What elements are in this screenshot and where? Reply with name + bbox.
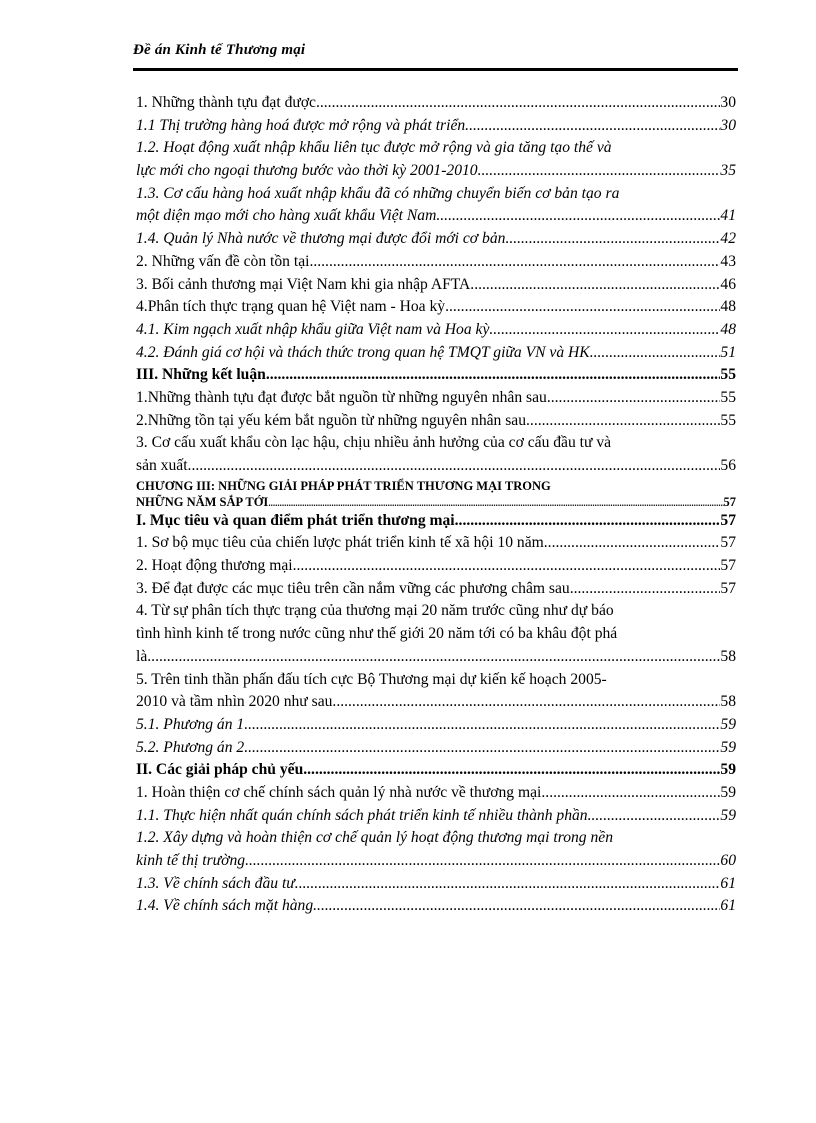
toc-page-number: 60 xyxy=(720,852,736,869)
toc-leader-dots xyxy=(544,532,721,555)
toc-entry xyxy=(136,646,736,669)
toc-page-number: 57 xyxy=(720,511,736,529)
toc-entry-text: 1.1 Thị trường hàng hoá được mở rộng và phát triển xyxy=(136,116,466,134)
toc-entry-text: 1. Những thành tựu đạt được xyxy=(136,94,316,111)
toc-leader-dots xyxy=(309,251,720,274)
toc-entry-text: lực mới cho ngoại thương bước vào thời kỳ 2001-2010 xyxy=(136,162,478,180)
toc-page-number: 48 xyxy=(720,298,736,316)
toc-entry xyxy=(136,251,736,274)
page-header xyxy=(133,42,738,59)
toc-entry xyxy=(136,759,736,782)
toc-leader-dots xyxy=(474,274,720,297)
toc-leader-dots xyxy=(455,510,721,533)
toc-entry xyxy=(136,850,736,873)
toc-page-number: 57 xyxy=(720,579,736,597)
toc-leader-dots xyxy=(266,364,721,387)
toc-page-number: 59 xyxy=(720,761,736,779)
toc-entry-text: 1.2. Xây dựng và hoàn thiện cơ chế quản lý hoạt động thương mại trong nền xyxy=(136,829,613,847)
toc-leader-dots xyxy=(445,296,720,319)
header-rule xyxy=(133,68,738,71)
toc-entry xyxy=(136,137,736,160)
toc-entry-text: III. Những kết luận xyxy=(136,366,266,384)
toc-entry-text: I. Mục tiêu và quan điểm phát triển thương mại xyxy=(136,511,455,529)
toc-page-number: 51 xyxy=(720,343,736,361)
toc-leader-dots xyxy=(313,895,720,918)
toc-leader-dots xyxy=(268,495,723,511)
toc-entry-text: 1.1. Thực hiện nhất quán chính sách phát triển kinh tế nhiều thành phần xyxy=(136,806,588,824)
toc-page-number: 55 xyxy=(720,411,736,429)
toc-page-number: 56 xyxy=(720,457,736,474)
toc-entry-text: tình hình kinh tế trong nước cũng như thế giới 20 năm tới có ba khâu đột phá xyxy=(136,625,618,643)
toc-entry-text: 2. Hoạt động thương mại xyxy=(136,557,293,575)
toc-leader-dots xyxy=(478,160,721,183)
toc-leader-dots xyxy=(332,691,720,714)
toc-leader-dots xyxy=(570,578,721,601)
toc-leader-dots xyxy=(541,782,720,805)
toc-entry xyxy=(136,183,736,206)
toc-entry xyxy=(136,387,736,410)
toc-entry-text: 1.4. Về chính sách mặt hàng xyxy=(136,897,314,915)
toc-page-number: 30 xyxy=(720,94,736,111)
toc-entry-text: 4. Từ sự phân tích thực trạng của thương mại 20 năm trước cũng như dự báo xyxy=(136,602,614,620)
toc-page-number: 61 xyxy=(720,897,736,915)
toc-leader-dots xyxy=(588,805,721,828)
toc-leader-dots xyxy=(547,387,721,410)
toc-leader-dots xyxy=(436,205,720,228)
toc-entry xyxy=(136,274,736,297)
toc-entry xyxy=(136,364,736,387)
toc-entry xyxy=(136,873,736,896)
toc-entry xyxy=(136,578,736,601)
toc-page-number: 42 xyxy=(720,230,736,248)
toc-entry-text: là xyxy=(136,647,148,665)
toc-leader-dots xyxy=(465,115,720,138)
toc-entry xyxy=(136,827,736,850)
toc-page-number: 41 xyxy=(720,207,736,225)
toc-leader-dots xyxy=(244,714,720,737)
toc-entry-text: CHƯƠNG III: NHỮNG GIẢI PHÁP PHÁT TRIỂN THƯƠNG MẠI TRONG xyxy=(136,478,551,493)
toc-entry-text: 5.1. Phương án 1 xyxy=(136,715,245,733)
toc-page-number: 59 xyxy=(720,715,736,733)
toc-page-number: 48 xyxy=(720,320,736,338)
toc-entry-text: 2.Những tồn tại yếu kém bắt nguồn từ những nguyên nhân sau xyxy=(136,411,527,429)
toc-leader-dots xyxy=(489,319,720,342)
toc-entry-text: NHỮNG NĂM SẮP TỚI xyxy=(136,494,269,509)
toc-page-number: 46 xyxy=(720,275,736,293)
toc-entry xyxy=(136,714,736,737)
toc-leader-dots xyxy=(245,850,720,873)
toc-page-number: 59 xyxy=(720,738,736,756)
toc-page-number: 35 xyxy=(720,162,736,180)
toc-entry xyxy=(136,319,736,342)
toc-entry xyxy=(136,92,736,115)
toc-leader-dots xyxy=(590,342,721,365)
toc-entry-text: sản xuất. xyxy=(136,457,192,474)
toc-page-number: 57 xyxy=(720,557,736,575)
toc-page-number: 58 xyxy=(720,693,736,711)
toc-entry-text: 2. Những vấn đề còn tồn tại xyxy=(136,252,310,270)
toc-leader-dots xyxy=(303,759,720,782)
table-of-contents xyxy=(136,92,736,918)
toc-entry xyxy=(136,205,736,228)
toc-entry-text: 4.2. Đánh giá cơ hội và thách thức trong quan hệ TMQT giữa VN và HK xyxy=(136,343,590,361)
toc-leader-dots xyxy=(147,646,720,669)
toc-entry-text: 3. Cơ cấu xuất khẩu còn lạc hậu, chịu nhiều ảnh hưởng của cơ cấu đầu tư và xyxy=(136,434,612,452)
header-title: Đề án Kinh tế Thương mại xyxy=(133,42,306,58)
toc-page-number: 57 xyxy=(723,494,736,509)
toc-page-number: 57 xyxy=(720,534,736,552)
toc-page-number: 43 xyxy=(720,252,736,270)
toc-entry-text: kinh tế thị trường xyxy=(136,852,246,869)
toc-entry xyxy=(136,115,736,138)
toc-entry-text: 1. Hoàn thiện cơ chế chính sách quản lý nhà nước về thương mại xyxy=(136,783,542,801)
toc-leader-dots xyxy=(295,873,721,896)
toc-entry xyxy=(136,296,736,319)
toc-entry-text: II. Các giải pháp chủ yếu xyxy=(136,761,304,779)
toc-entry xyxy=(136,623,736,646)
toc-entry-text: 1.3. Về chính sách đầu tư xyxy=(136,874,295,892)
toc-entry-text: 1. Sơ bộ mục tiêu của chiến lược phát triển kinh tế xã hội 10 năm xyxy=(136,534,544,552)
toc-leader-dots xyxy=(191,455,720,478)
toc-entry xyxy=(136,669,736,692)
toc-entry xyxy=(136,510,736,533)
toc-page-number: 59 xyxy=(720,806,736,824)
toc-entry xyxy=(136,532,736,555)
toc-entry xyxy=(136,494,736,510)
toc-entry xyxy=(136,895,736,918)
toc-entry xyxy=(136,782,736,805)
toc-page-number: 59 xyxy=(720,783,736,801)
toc-entry xyxy=(136,228,736,251)
toc-entry-text: 1.2. Hoạt động xuất nhập khẩu liên tục được mở rộng và gia tăng tạo thế và xyxy=(136,139,612,157)
toc-entry xyxy=(136,805,736,828)
toc-entry xyxy=(136,691,736,714)
toc-entry-text: 1.4. Quản lý Nhà nước về thương mại được đổi mới cơ bản xyxy=(136,230,506,248)
toc-page-number: 55 xyxy=(720,388,736,406)
toc-entry-text: 5. Trên tinh thần phấn đấu tích cực Bộ Thương mại dự kiến kế hoạch 2005- xyxy=(136,670,607,688)
toc-entry-text: 4.Phân tích thực trạng quan hệ Việt nam - Hoa kỳ xyxy=(136,298,446,316)
toc-entry-text: 3. Để đạt được các mục tiêu trên cần nắm vững các phương châm sau xyxy=(136,579,570,597)
toc-leader-dots xyxy=(244,737,720,760)
toc-entry-text: 4.1. Kim ngạch xuất nhập khẩu giữa Việt nam và Hoa kỳ xyxy=(136,320,490,338)
toc-entry-text: 1.3. Cơ cấu hàng hoá xuất nhập khẩu đã có những chuyển biến cơ bản tạo ra xyxy=(136,184,620,202)
toc-leader-dots xyxy=(316,92,720,115)
toc-entry xyxy=(136,600,736,623)
toc-entry-text: 2010 và tầm nhìn 2020 như sau xyxy=(136,693,333,711)
toc-entry xyxy=(136,478,736,494)
toc-entry xyxy=(136,737,736,760)
toc-entry-text: 5.2. Phương án 2 xyxy=(136,738,245,756)
toc-entry xyxy=(136,342,736,365)
toc-entry xyxy=(136,432,736,455)
toc-page-number: 61 xyxy=(720,874,736,892)
toc-page-number: 55 xyxy=(720,366,736,384)
toc-entry-text: 3. Bối cảnh thương mại Việt Nam khi gia nhập AFTA. xyxy=(136,275,475,293)
toc-entry xyxy=(136,455,736,478)
toc-leader-dots xyxy=(526,410,720,433)
toc-entry-text: 1.Những thành tựu đạt được bắt nguồn từ những nguyên nhân sau xyxy=(136,388,547,406)
toc-entry xyxy=(136,160,736,183)
toc-entry xyxy=(136,555,736,578)
toc-leader-dots xyxy=(505,228,720,251)
toc-page-number: 58 xyxy=(720,647,736,665)
toc-leader-dots xyxy=(293,555,721,578)
toc-entry xyxy=(136,410,736,433)
toc-page-number: 30 xyxy=(720,116,736,134)
toc-entry-text: một diện mạo mới cho hàng xuất khẩu Việt Nam xyxy=(136,207,437,225)
